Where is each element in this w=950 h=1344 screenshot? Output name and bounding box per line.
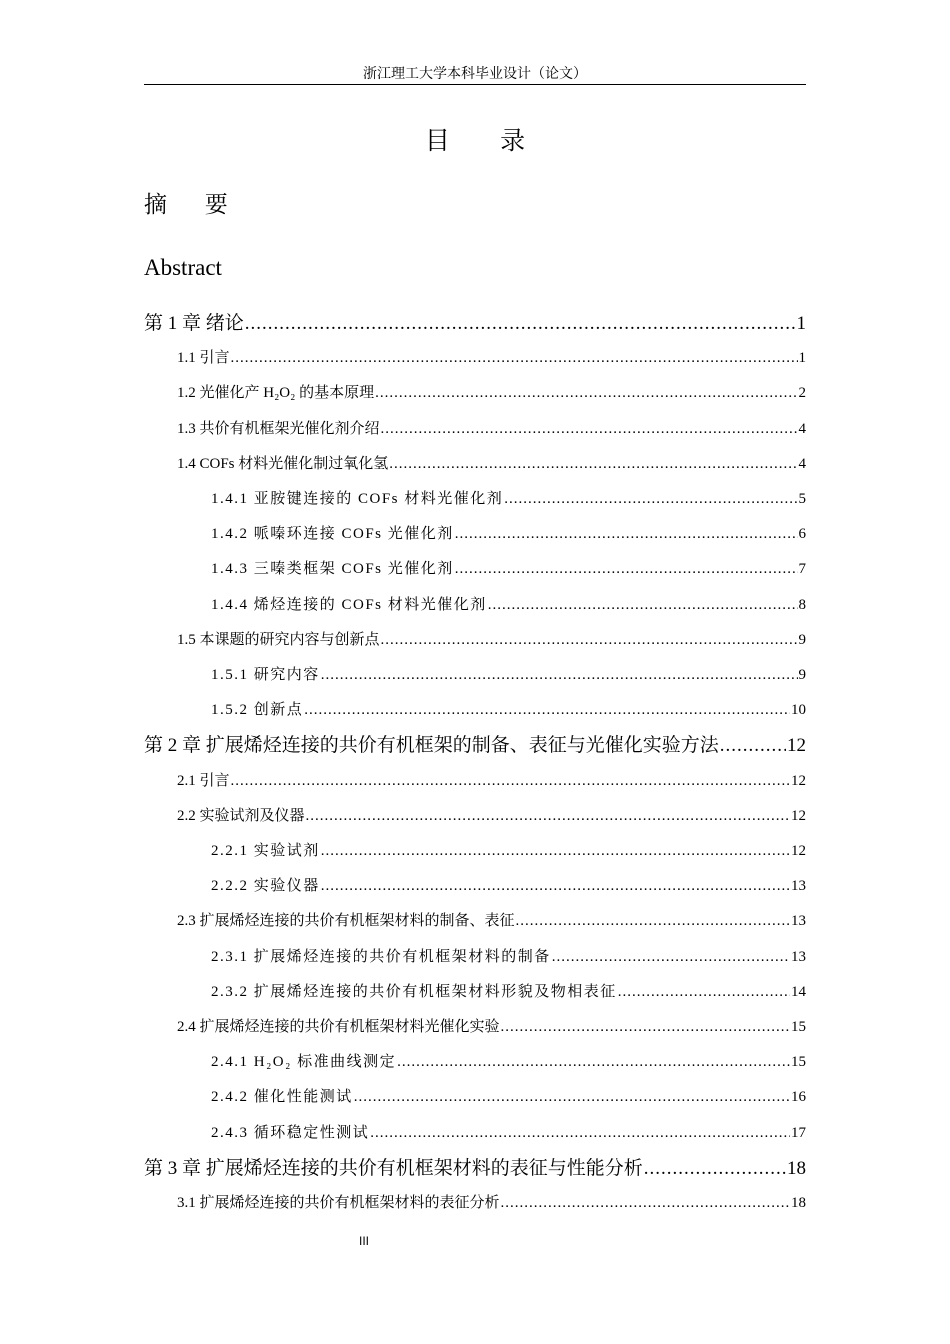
toc-entry-page: 1 [796, 313, 806, 334]
toc-entry-label: 2.1 引言 [177, 772, 230, 789]
dot-leader [455, 526, 798, 543]
toc-section-entry[interactable] [177, 628, 806, 648]
toc-section-entry[interactable] [177, 381, 806, 401]
dot-leader [389, 456, 797, 473]
toc-entry-page: 18 [791, 1195, 806, 1211]
toc-entry-label: 2.4 扩展烯烃连接的共价有机框架材料光催化实验 [177, 1019, 500, 1035]
toc-entry-label: 第 2 章 扩展烯烃连接的共价有机框架的制备、表征与光催化实验方法 [144, 735, 719, 757]
dot-leader [304, 702, 790, 719]
toc-section-entry[interactable] [177, 452, 806, 472]
toc-section-entry[interactable] [177, 346, 806, 366]
dot-leader [321, 667, 798, 684]
toc-entry-label: 2.2 实验试剂及仪器 [177, 807, 305, 824]
toc-subsection-entry[interactable] [211, 980, 806, 1000]
dot-leader [644, 1158, 786, 1180]
dot-leader [501, 1019, 790, 1036]
toc-entry-page: 13 [791, 913, 806, 930]
toc-subsection-entry[interactable] [211, 698, 806, 718]
toc-section-entry[interactable] [177, 1015, 806, 1035]
dot-leader [381, 632, 798, 649]
dot-leader [306, 808, 790, 825]
toc-entry-page: 9 [798, 667, 806, 683]
toc-section-entry[interactable] [177, 1191, 806, 1211]
toc-subsection-entry[interactable] [211, 1121, 806, 1141]
dot-leader [618, 984, 790, 1001]
toc-subsection-entry[interactable] [211, 1050, 806, 1070]
toc-subsection-entry[interactable] [211, 663, 806, 683]
toc-entry-label: 1.4 COFs 材料光催化制过氧化氢 [177, 455, 389, 472]
toc-entry-page: 4 [798, 420, 806, 437]
toc-entry-page: 9 [798, 631, 806, 648]
toc-entry-page: 8 [798, 596, 806, 613]
dot-leader [321, 843, 790, 860]
toc-entry-page: 4 [798, 455, 806, 472]
dot-leader [397, 1054, 790, 1071]
toc-section-entry[interactable] [177, 769, 806, 789]
toc-entry-page: 12 [791, 843, 806, 859]
running-header: 浙江理工大学本科毕业设计（论文） [363, 67, 587, 82]
toc-entry-label: 1.4.4 烯烃连接的 COFs 材料光催化剂 [211, 596, 487, 613]
toc-entry-label: 1.5.2 创新点 [211, 702, 304, 719]
toc-entry-page: 16 [791, 1089, 806, 1106]
toc-entry-label: 2.2.2 实验仪器 [211, 878, 320, 895]
header-rule [144, 84, 806, 85]
page-number: III [359, 1234, 370, 1248]
toc-entry-label: 2.4.2 催化性能测试 [211, 1089, 353, 1106]
toc-section-entry[interactable] [177, 417, 806, 437]
toc-section-entry[interactable] [177, 909, 806, 929]
toc-abstract-en[interactable]: Abstract [144, 255, 222, 280]
toc-entry-label: 2.3 扩展烯烃连接的共价有机框架材料的制备、表征 [177, 913, 515, 930]
toc-subsection-entry[interactable] [211, 874, 806, 894]
dot-leader [231, 350, 798, 367]
toc-entry-page: 15 [791, 1054, 806, 1071]
toc-entry-label: 2.4.3 循环稳定性测试 [211, 1124, 370, 1141]
toc-entry-label: 2.3.1 扩展烯烃连接的共价有机框架材料的制备 [211, 948, 551, 965]
dot-leader [720, 735, 786, 757]
toc-subsection-entry[interactable] [211, 522, 806, 542]
toc-entry-label: 2.2.1 实验试剂 [211, 843, 320, 859]
dot-leader [552, 949, 790, 966]
toc-chapter-entry[interactable] [144, 1153, 806, 1177]
toc-entry-label: 2.3.2 扩展烯烃连接的共价有机框架材料形貌及物相表征 [211, 983, 617, 1000]
toc-subsection-entry[interactable] [211, 945, 806, 965]
toc-section-entry[interactable] [177, 804, 806, 824]
toc-entry-page: 15 [791, 1019, 806, 1035]
dot-leader [516, 913, 790, 930]
toc-entry-page: 17 [791, 1124, 806, 1141]
dot-leader [375, 385, 797, 402]
toc-entry-page: 14 [791, 983, 806, 1000]
toc-subsection-entry[interactable] [211, 593, 806, 613]
dot-leader [381, 421, 798, 438]
toc-entry-label: 2.4.1 H₂O₂ 标准曲线测定 [211, 1054, 397, 1071]
dot-leader [370, 1125, 790, 1142]
dot-leader [245, 313, 796, 335]
toc-entry-label: 1.5 本课题的研究内容与创新点 [177, 631, 380, 648]
toc-subsection-entry[interactable] [211, 487, 806, 507]
toc-entry-page: 12 [787, 735, 806, 757]
toc-entry-label: 第 1 章 绪论 [144, 313, 244, 334]
toc-entry-label: 1.4.2 哌嗪环连接 COFs 光催化剂 [211, 526, 454, 543]
toc-subsection-entry[interactable] [211, 557, 806, 577]
toc-entry-label: 1.4.1 亚胺键连接的 COFs 材料光催化剂 [211, 491, 504, 507]
toc-entry-page: 2 [798, 385, 806, 402]
toc-entry-label: 第 3 章 扩展烯烃连接的共价有机框架材料的表征与性能分析 [144, 1157, 643, 1179]
toc-chapter-entry[interactable] [144, 730, 806, 757]
dot-leader [501, 1195, 790, 1212]
dot-leader [231, 773, 790, 790]
toc-entry-page: 12 [791, 772, 806, 789]
toc-entry-page: 13 [791, 878, 806, 895]
toc-abstract-cn[interactable]: 摘 要 [144, 192, 244, 217]
toc-chapter-entry[interactable] [144, 308, 806, 332]
dot-leader [504, 491, 797, 508]
toc-entry-label: 1.1 引言 [177, 350, 230, 367]
toc-entry-page: 6 [798, 526, 806, 543]
toc-subsection-entry[interactable] [211, 1085, 806, 1105]
toc-entry-page: 12 [791, 807, 806, 824]
toc-entry-page: 5 [798, 491, 806, 507]
toc-entry-label: 1.4.3 三嗪类框架 COFs 光催化剂 [211, 561, 454, 578]
dot-leader [455, 561, 798, 578]
toc-entry-page: 13 [791, 948, 806, 965]
dot-leader [488, 597, 798, 614]
toc-entry-page: 1 [798, 350, 806, 367]
toc-entry-page: 7 [798, 561, 806, 578]
toc-entry-label: 1.5.1 研究内容 [211, 667, 320, 683]
toc-entry-page: 18 [787, 1157, 806, 1179]
toc-entry-label: 1.2 光催化产 H₂O₂ 的基本原理 [177, 385, 375, 402]
toc-title: 目 录 [424, 128, 548, 155]
toc-subsection-entry[interactable] [211, 839, 806, 859]
toc-entry-page: 10 [791, 702, 806, 719]
dot-leader [321, 878, 790, 895]
toc-entry-label: 3.1 扩展烯烃连接的共价有机框架材料的表征分析 [177, 1195, 500, 1211]
dot-leader [354, 1089, 790, 1106]
toc-entry-label: 1.3 共价有机框架光催化剂介绍 [177, 420, 380, 437]
